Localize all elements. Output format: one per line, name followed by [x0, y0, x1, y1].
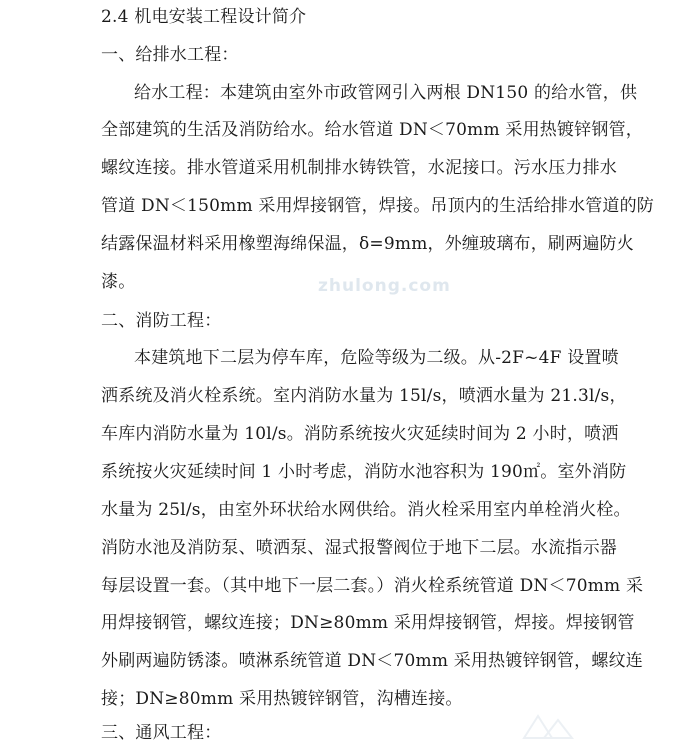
paragraph-line: 水量为 25l/s，由室外环状给水网供给。消火栓采用室内单栓消火栓。 — [101, 500, 631, 520]
paragraph-line: 接；DN≥80mm 采用热镀锌钢管，沟槽连接。 — [101, 689, 463, 709]
section-title: 2.4 机电安装工程设计简介 — [101, 7, 307, 27]
watermark-logo-icon — [520, 708, 576, 744]
heading-fire-protection: 二、消防工程： — [101, 311, 222, 331]
paragraph-line: 管道 DN＜150mm 采用焊接钢管，焊接。吊顶内的生活给排水管道的防 — [101, 196, 654, 216]
paragraph-line: 车库内消防水量为 10l/s。消防系统按火灾延续时间为 2 小时，喷洒 — [101, 424, 619, 444]
heading-ventilation: 三、通风工程： — [101, 723, 222, 743]
paragraph-line: 结露保温材料采用橡塑海绵保温，δ=9mm，外缠玻璃布，刷两遍防火 — [101, 234, 634, 254]
paragraph-line: 给水工程：本建筑由室外市政管网引入两根 DN150 的给水管，供 — [134, 83, 638, 103]
watermark-text: zhulong.com — [318, 276, 451, 296]
paragraph-line: 全部建筑的生活及消防给水。给水管道 DN＜70mm 采用热镀锌钢管， — [101, 120, 643, 140]
paragraph-line: 每层设置一套。（其中地下一层二套。）消火栓系统管道 DN＜70mm 采 — [101, 576, 644, 596]
paragraph-line: 系统按火灾延续时间 1 小时考虑，消防水池容积为 190㎡。室外消防 — [101, 462, 627, 482]
paragraph-line: 本建筑地下二层为停车库，危险等级为二级。从-2F~4F 设置喷 — [134, 348, 619, 368]
paragraph-line: 螺纹连接。排水管道采用机制排水铸铁管，水泥接口。污水压力排水 — [101, 158, 617, 178]
heading-water-supply-drainage: 一、给排水工程： — [101, 45, 239, 65]
paragraph-line: 用焊接钢管，螺纹连接；DN≥80mm 采用焊接钢管，焊接。焊接钢管 — [101, 613, 635, 633]
paragraph-line: 洒系统及消火栓系统。室内消防水量为 15l/s，喷洒水量为 21.3l/s， — [101, 386, 627, 406]
paragraph-line: 漆。 — [101, 272, 136, 292]
paragraph-line: 外刷两遍防锈漆。喷淋系统管道 DN＜70mm 采用热镀锌钢管，螺纹连 — [101, 651, 643, 671]
paragraph-line: 消防水池及消防泵、喷洒泵、湿式报警阀位于地下二层。水流指示器 — [101, 538, 617, 558]
